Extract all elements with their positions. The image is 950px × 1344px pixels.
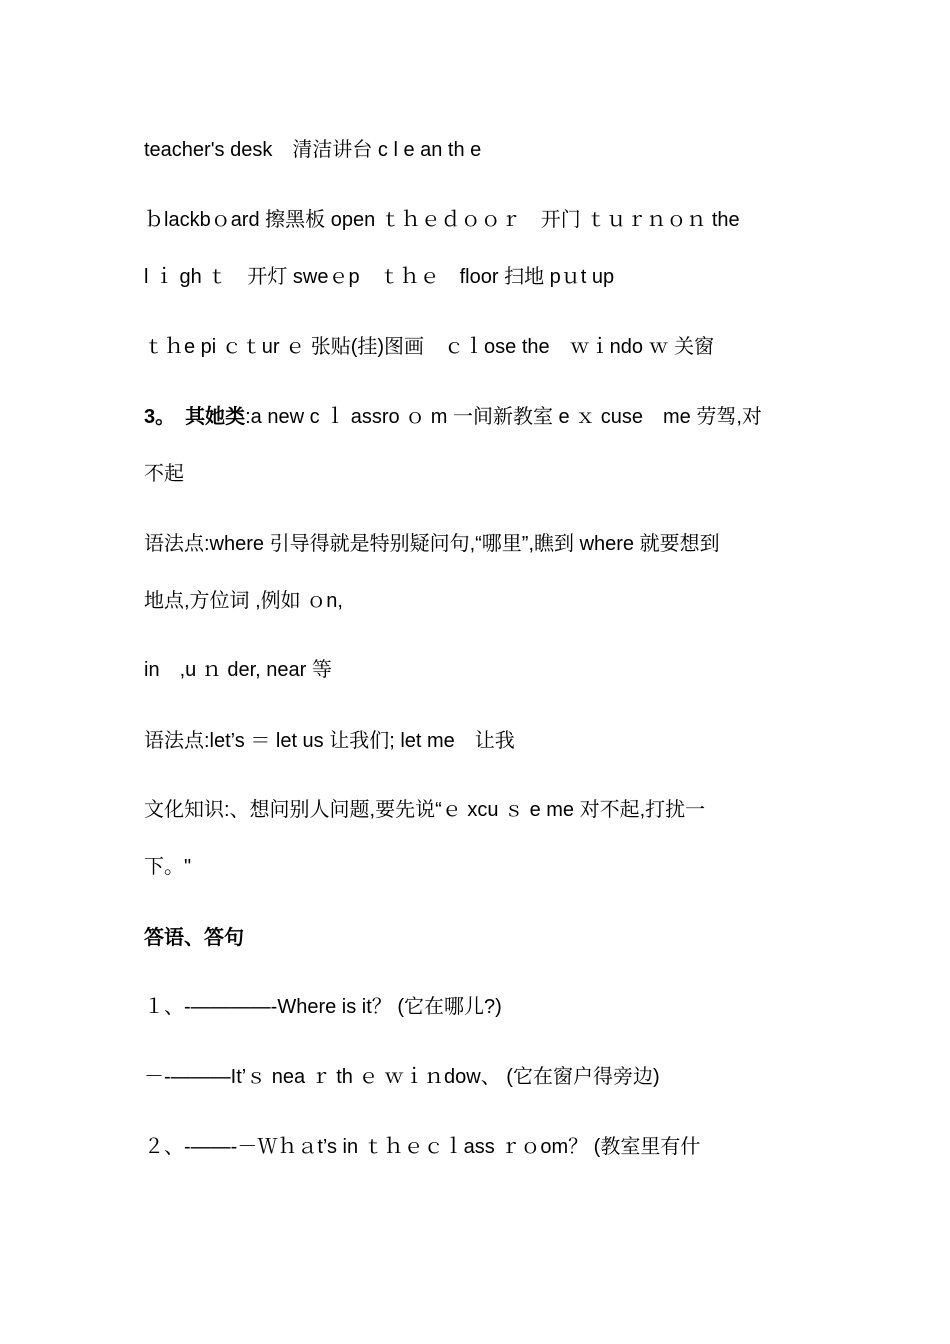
dialogue-line: －-——―It’ｓ nea ｒ th ｅ ｗｉｎdow、 (它在窗户得旁边) [144, 1066, 660, 1088]
text-line: teacher's desk 清洁讲台 c l e an th e [144, 139, 482, 161]
text-line: 不起 [144, 463, 184, 485]
item-3-label: 3。 其她类 [144, 406, 246, 428]
culture-note: 文化知识:、想问别人问题,要先说“ｅ xcu ｓ e me 对不起,打扰一 [144, 799, 706, 821]
dialogue-line: ２、-——-－Ｗｈａt’s in ｔｈｅｃｌass ｒｏom？ (教室里有什 [144, 1136, 701, 1158]
text-line: 下。" [144, 856, 192, 878]
text-line: 地点,方位词 ,例如 ｏn, [144, 590, 343, 612]
text-line: in ,u ｎ der, near 等 [144, 659, 332, 681]
grammar-note: 语法点:where 引导得就是特别疑问句,“哪里”,瞧到 where 就要想到 [144, 533, 720, 555]
text-line: l ｉ gh ｔ 开灯 sweｅp ｔｈｅ floor 扫地 pｕt up [144, 266, 615, 288]
dialogue-line: １、-————-Where is it？ (它在哪儿?) [144, 996, 502, 1018]
text-line: ｂlackbｏard 擦黑板 open ｔｈｅｄｏｏｒ 开门 ｔｕｒｎｏｎ the [144, 209, 740, 231]
section-heading: 答语、答句 [144, 927, 244, 949]
grammar-note: 语法点:let’s ＝ let us 让我们; let me 让我 [144, 730, 515, 752]
text-line: ｔｈe pi ｃｔur ｅ 张贴(挂)图画 ｃｌose the ｗｉndo ｗ 关窗 [144, 336, 715, 358]
item-3-text: :a new c ｌ assro ｏ m 一间新教室 e ｘ cuse me 劳驾,对 [245, 406, 762, 428]
item-3-line [144, 403, 814, 431]
